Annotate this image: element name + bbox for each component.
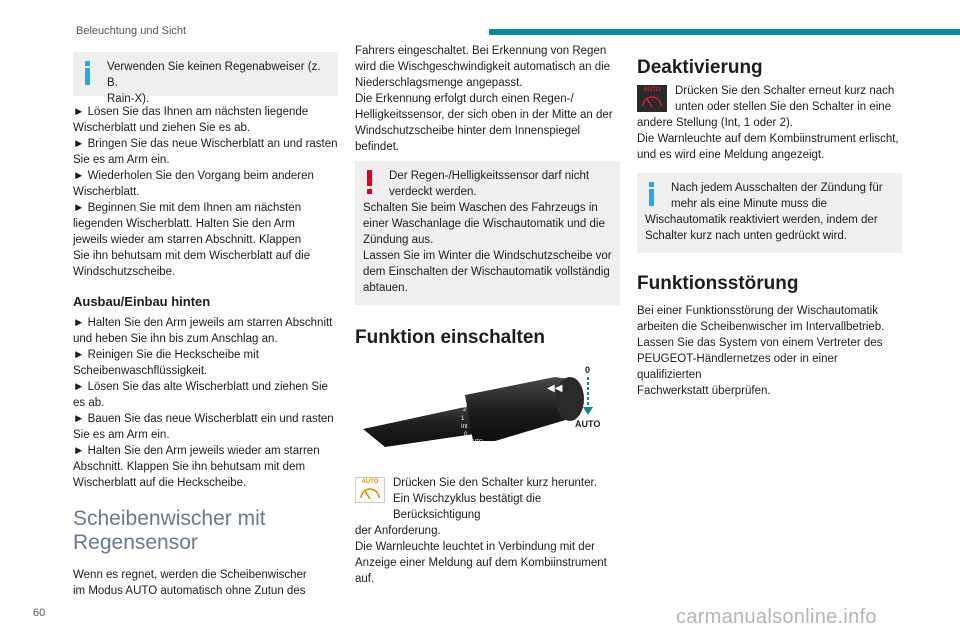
warning-note [355,161,620,305]
info-icon [649,182,654,206]
malfunction-text [637,303,902,399]
text-line: arbeiten die Scheibenwischer im Intervallbetrieb. [637,321,885,333]
note-line: abtauen. [363,282,408,294]
stalk-label-1: 1 [461,416,465,422]
text-line: ► Halten Sie den Arm jeweils wieder am starren [73,445,320,457]
text-line: Windschutzscheibe hinter dem Innenspiegel befindet. [355,125,581,153]
wiper-stalk-figure [355,357,620,457]
text-line: im Modus AUTO automatisch ohne Zutun des [73,585,306,597]
text-line: Wischerblatt. [73,186,140,198]
note-line: Lassen Sie im Winter die Windschutzscheibe vor [363,250,612,262]
note-line: Zündung aus. [363,234,434,246]
text-line: ► Beginnen Sie mit dem Ihnen am nächsten [73,202,302,214]
column-1 [73,52,338,599]
watermark: carmanualsonline.info [676,606,877,628]
text-line: es ab. [73,397,105,409]
section-color-bar [489,29,960,35]
text-line: Fachwerkstatt überprüfen. [637,385,771,397]
text-line: Drücken Sie den Schalter kurz herunter. [393,477,597,489]
auto-icon-label: AUTO [361,479,379,485]
note-line: Nach jedem Ausschalten der Zündung für [671,182,883,194]
text-line: Die Warnleuchte leuchtet in Verbindung mit der [355,541,595,553]
text-line: Anzeige einer Meldung auf dem Kombiinstrument auf. [355,557,607,585]
text-line: wird die Wischgeschwindigkeit automatisch an die [355,61,611,73]
stalk-label-0: 0 [464,432,468,438]
deactivate-text [637,83,902,163]
heading-rain-sensor [73,507,338,555]
stalk-label-int: Int [461,424,468,430]
page-number: 60 [33,607,46,619]
note-line: einer Waschanlage die Wischautomatik und die [363,218,605,230]
text-line: und heben Sie ihn bis zum Anschlag an. [73,333,278,345]
heading-activate: Funktion einschalten [355,327,546,348]
text-line: Drücken Sie den Schalter erneut kurz nach [675,85,895,97]
note-line: Verwenden Sie keinen Regenabweiser (z. B. [107,61,321,89]
text-line: Sie es am Arm ein. [73,154,170,166]
text-line: ► Bauen Sie das neue Wischerblatt ein und rasten [73,413,334,425]
text-line: Die Erkennung erfolgt durch einen Regen-/ [355,93,574,105]
text-line: ► Lösen Sie das Ihnen am nächsten liegende [73,106,309,118]
text-line: der Anforderung. [355,525,441,537]
note-line: Der Regen-/Helligkeitssensor darf nicht [389,170,590,182]
heading-line: Regensensor [73,531,198,554]
info-note [73,52,338,105]
note-line: verdeckt werden. [389,186,477,198]
text-line: Niederschlagsmenge angepasst. [355,77,523,89]
auto-wiper-icon [355,477,385,503]
heading-malfunction: Funktionsstörung [637,273,799,294]
text-line: Wischerblatt und ziehen Sie es ab. [73,122,251,134]
text-line: Abschnitt. Klappen Sie ihn behutsam mit dem [73,461,306,473]
text-line: liegenden Wischerblatt. Halten Sie den Arm [73,218,295,230]
front-steps [73,104,338,280]
warning-icon [367,170,372,194]
auto-mode-block [355,475,620,587]
text-line: Sie ihn behutsam mit dem Wischerblatt auf die [73,250,311,262]
text-line: Wenn es regnet, werden die Scheibenwischer [73,569,307,581]
text-line: PEUGEOT-Händlernetzes oder in einer qualifizierten [637,353,838,381]
text-line: und es wird eine Meldung angezeigt. [637,149,825,161]
figure-label-o: 0 [585,365,591,375]
text-line: Lassen Sie das System von einem Vertreter des [637,337,883,349]
note-line: Schalten Sie beim Waschen des Fahrzeugs in [363,202,598,214]
heading-rear: Ausbau/Einbau hinten [73,294,211,309]
note-line: mehr als eine Minute muss die [671,198,827,210]
text-line: Ein Wischzyklus bestätigt die Berücksichtigung [393,493,542,521]
note-line: Wischautomatik reaktiviert werden, indem der [645,214,878,226]
figure-label-auto: AUTO [575,419,601,429]
auto-wiper-warning-icon [637,85,667,112]
text-line: andere Stellung (Int, 1 oder 2). [637,117,793,129]
text-line: Wischerblatt auf die Heckscheibe. [73,477,247,489]
text-line: ► Reinigen Sie die Heckscheibe mit [73,349,259,361]
text-line: Helligkeitssensor, der sich oben in der Mitte an der [355,109,613,121]
text-line: jeweils wieder am starren Abschnitt. Klappen [73,234,302,246]
text-line: Windschutzscheibe. [73,266,176,278]
stalk-label-2: 2 [463,407,467,413]
text-line: ► Halten Sie den Arm jeweils am starren Abschnitt [73,317,333,329]
rain-sensor-intro [73,567,338,599]
text-line: ► Bringen Sie das neue Wischerblatt an und rasten [73,138,338,150]
svg-text:◀◀: ◀◀ [547,383,563,394]
text-line: unten oder stellen Sie den Schalter in eine [675,101,892,113]
deactivate-block [637,83,902,163]
text-line: Fahrers eingeschaltet. Bei Erkennung von Regen [355,45,607,57]
column-2 [355,43,620,587]
note-line: Schalter kurz nach unten gedrückt wird. [645,230,847,242]
note-line: dem Einschalten der Wischautomatik vollständig [363,266,610,278]
text-line: ► Wiederholen Sie den Vorgang beim anderen [73,170,314,182]
text-line: ► Lösen Sie das alte Wischerblatt und ziehen Sie [73,381,328,393]
sensor-paragraph [355,43,620,155]
stalk-label-auto: AUTO [469,439,483,445]
heading-deactivate: Deaktivierung [637,57,763,78]
dark-icon-label: AUTO [643,87,661,93]
section-title: Beleuchtung und Sicht [76,25,187,37]
note-line: Rain-X). [107,93,150,105]
column-3 [637,57,902,399]
text-line: Sie es am Arm ein. [73,429,170,441]
text-line: Die Warnleuchte auf dem Kombiinstrument erlischt, [637,133,899,145]
text-line: Scheibenwaschflüssigkeit. [73,365,208,377]
rear-steps [73,315,338,491]
heading-line: Scheibenwischer mit [73,507,266,530]
info-note-reactivate [637,173,902,253]
auto-mode-text [355,475,620,587]
text-line: Bei einer Funktionsstörung der Wischautomatik [637,305,878,317]
info-icon [85,61,90,85]
